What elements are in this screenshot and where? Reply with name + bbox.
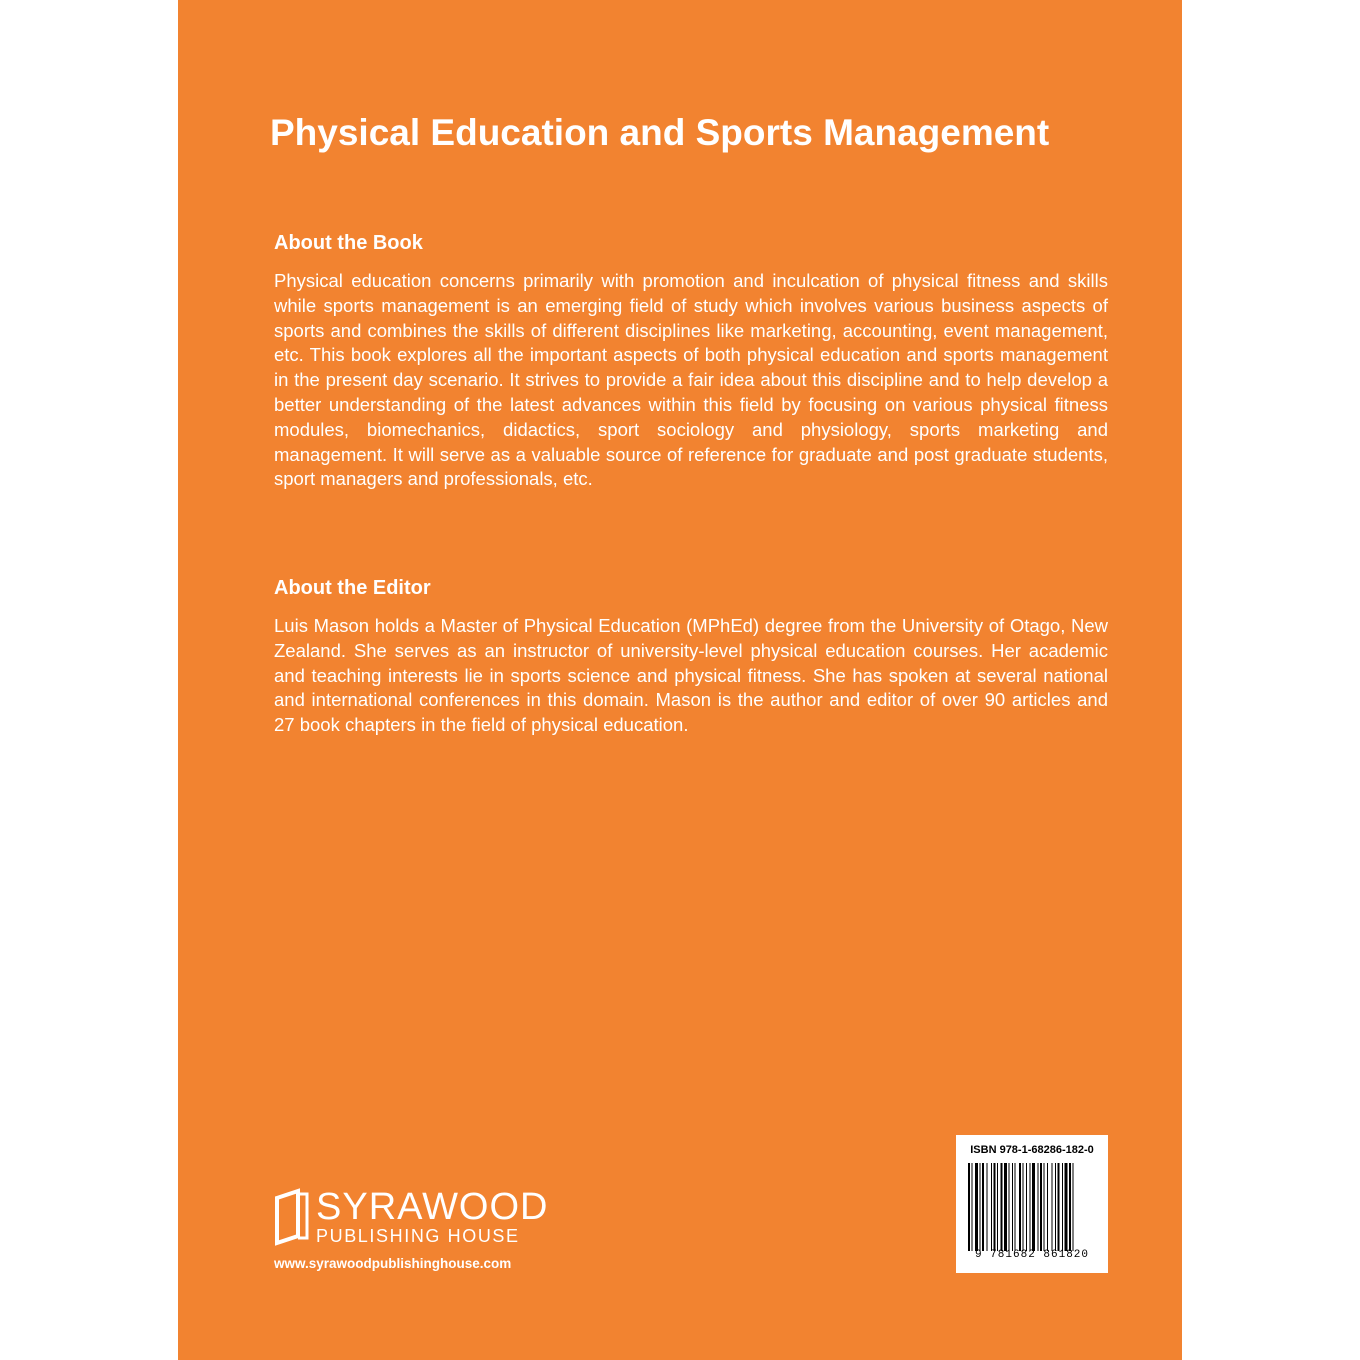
publisher-subtitle: PUBLISHING HOUSE (316, 1226, 520, 1246)
publisher-url: www.syrawoodpublishinghouse.com (274, 1256, 512, 1271)
book-title: Physical Education and Sports Management (270, 112, 1050, 153)
barcode-bar (1038, 1163, 1039, 1251)
barcode-bar (1047, 1163, 1048, 1251)
barcode-panel (956, 1135, 1108, 1273)
isbn-label: ISBN 978-1-68286-182-0 (970, 1144, 1094, 1156)
barcode-bar (1030, 1163, 1031, 1251)
barcode-bar (991, 1163, 992, 1251)
barcode-bar (1055, 1163, 1056, 1251)
barcode-bar (1058, 1163, 1060, 1251)
barcode-bar (1065, 1163, 1068, 1251)
barcode-bar (1032, 1163, 1035, 1251)
about-book-heading: About the Book (274, 232, 423, 254)
barcode-bar (1023, 1163, 1024, 1251)
barcode (968, 1163, 1096, 1251)
barcode-bar (1073, 1163, 1074, 1251)
barcode-bar (1019, 1163, 1021, 1251)
barcode-bar (994, 1163, 996, 1251)
back-cover (178, 0, 1182, 1360)
barcode-bar (1001, 1163, 1003, 1251)
about-book-section (274, 232, 1108, 492)
barcode-digits: 9 781682 861820 (974, 1249, 1090, 1261)
publisher-brand: SYRAWOOD (316, 1186, 549, 1228)
barcode-bar (1009, 1163, 1010, 1251)
barcode-bar (987, 1163, 988, 1251)
book-icon (274, 1188, 310, 1246)
publisher-logo (274, 1188, 549, 1271)
barcode-bar (1040, 1163, 1042, 1251)
barcode-bar (968, 1163, 970, 1251)
about-editor-heading: About the Editor (274, 577, 431, 599)
barcode-bar (1069, 1163, 1071, 1251)
barcode-bar (1026, 1163, 1027, 1251)
barcode-bar (1015, 1163, 1016, 1251)
barcode-bar (1012, 1163, 1013, 1251)
barcode-bar (980, 1163, 981, 1251)
barcode-bar (1044, 1163, 1045, 1251)
barcode-bar (1062, 1163, 1063, 1251)
about-book-text: Physical education concerns primarily with promotion and inculcation of physical fitness and skills while sports management is an emerging field of study which involves various business aspects of sports and combines the skills of different disciplines like marketing, accounting, event management, etc. This book explores all the important aspects of both physical education and sports management in the present day scenario. It strives to provide a fair idea about this discipline and to help develop a better understanding of the latest advances within this field by focusing on various physical fitness modules, biomechanics, didactics, sport sociology and physiology, sports marketing and management. It will serve as a valuable source of reference for graduate and post graduate students, sport managers and professionals, etc. (274, 270, 1108, 490)
about-editor-text: Luis Mason holds a Master of Physical Education (MPhEd) degree from the University of Otago, New Zealand. She serves as an instructor of university-level physical education courses. Her academic and teaching interests lie in sports science and physical fitness. She has spoken at several national and international conferences in this domain. Mason is the author and editor of over 90 articles and 27 book chapters in the field of physical education. (274, 615, 1108, 736)
barcode-bar (1052, 1163, 1053, 1251)
barcode-bar (997, 1163, 998, 1251)
barcode-bar (1004, 1163, 1007, 1251)
about-editor-section (274, 577, 1108, 738)
barcode-bar (972, 1163, 973, 1251)
barcode-bar (982, 1163, 984, 1251)
barcode-bar (975, 1163, 978, 1251)
